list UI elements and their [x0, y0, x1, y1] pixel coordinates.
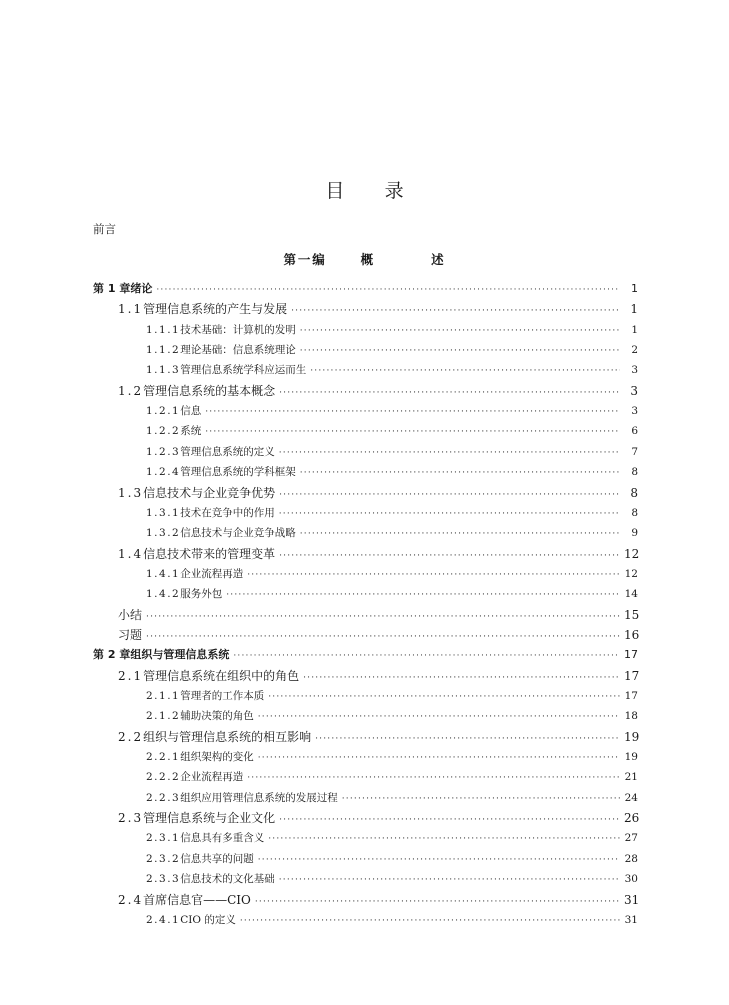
toc-section-entry[interactable] [118, 890, 638, 910]
toc-entry-number: 1.3.2 [146, 527, 181, 540]
toc-entry-number: 2.1.2 [146, 710, 181, 723]
toc-entry-label: 绪论 [130, 282, 153, 295]
toc-entry-number: 2.4 [118, 892, 144, 907]
toc-entry-label: CIO 的定义 [180, 913, 236, 926]
toc-leader-dots [303, 666, 620, 688]
toc-leader-dots [279, 442, 620, 463]
toc-entry-label: 信息共享的问题 [180, 852, 254, 865]
toc-entry-number: 1.2 [118, 383, 144, 398]
toc-leader-dots [205, 401, 620, 422]
toc-entry-label: 信息技术与企业竞争战略 [180, 527, 296, 540]
toc-entry-number: 2.2 [118, 729, 144, 744]
toc-page-number: 14 [624, 588, 638, 601]
toc-page-number: 15 [624, 607, 640, 622]
toc-entry-number: 1.4 [118, 546, 144, 561]
toc-leader-dots [247, 564, 620, 585]
toc-section-entry[interactable] [118, 666, 638, 686]
toc-entry-label: 组织架构的变化 [180, 751, 254, 764]
toc-entry-label: 管理信息系统的学科框架 [180, 466, 296, 479]
toc-entry-label: 管理信息系统在组织中的角色 [143, 668, 300, 683]
toc-leader-dots [156, 279, 620, 300]
toc-entry-number: 1.1.1 [146, 323, 181, 336]
toc-entry-number: 1.1.2 [146, 344, 181, 357]
toc-entry-number: 1.2.4 [146, 466, 181, 479]
toc-subsection-entry[interactable] [146, 462, 638, 482]
toc-entry-label: 技术在竞争中的作用 [180, 506, 275, 519]
toc-entry-label: 习题 [118, 627, 143, 642]
toc-subsection-entry[interactable] [146, 849, 638, 869]
toc-subsection-entry[interactable] [146, 503, 638, 523]
toc-preface[interactable]: 前言 [93, 222, 116, 236]
toc-leader-dots [279, 544, 620, 566]
toc-leader-dots [233, 645, 620, 666]
toc-leader-dots [146, 625, 620, 647]
toc-entry-number: 2.1.1 [146, 690, 181, 702]
toc-page-number: 26 [624, 811, 640, 826]
toc-entry-number: 第 1 章 [93, 282, 131, 295]
toc-entry-number: 2.3.3 [146, 873, 181, 886]
toc-entry-label: 辅助决策的角色 [180, 710, 254, 723]
toc-entry-number: 2.2.1 [146, 751, 181, 764]
toc-leader-dots [300, 523, 620, 544]
toc-page-number: 19 [624, 729, 640, 744]
toc-subsection-entry[interactable] [146, 828, 638, 848]
toc-page-number: 8 [631, 506, 638, 519]
toc-subsection-entry[interactable] [146, 869, 638, 889]
toc-entry-number: 1.1.3 [146, 364, 181, 377]
toc-page-number: 27 [624, 832, 638, 845]
toc-leader-dots [146, 605, 620, 627]
toc-page-number: 17 [624, 648, 638, 662]
toc-leader-dots [226, 584, 620, 605]
toc-entry-label: 企业流程再造 [180, 771, 244, 784]
toc-subsection-entry[interactable] [146, 320, 638, 340]
toc-leader-dots [268, 686, 620, 707]
toc-section-entry[interactable] [118, 544, 638, 564]
toc-entry-number: 2.3.2 [146, 852, 181, 865]
toc-entry-label: 服务外包 [180, 588, 223, 601]
toc-chapter-entry[interactable] [93, 279, 638, 299]
toc-leader-dots [279, 381, 620, 403]
toc-section-entry[interactable] [118, 483, 638, 503]
toc-subsection-entry[interactable] [146, 401, 638, 421]
toc-leader-dots [255, 890, 620, 912]
toc-entry-label: 信息具有多重含义 [180, 832, 265, 845]
toc-entry-label: 首席信息官——CIO [143, 892, 251, 907]
toc-leader-dots [279, 808, 620, 830]
toc-section-entry[interactable] [118, 299, 638, 319]
toc-misc-entry[interactable] [118, 605, 638, 625]
toc-leader-dots [310, 360, 620, 381]
toc-page-number: 16 [624, 627, 640, 642]
toc-page-number: 3 [631, 405, 638, 418]
toc-chapter-entry[interactable] [93, 645, 638, 665]
toc-page-number: 30 [624, 873, 638, 886]
toc-section-entry[interactable] [118, 381, 638, 401]
toc-page-number: 8 [630, 485, 638, 500]
toc-leader-dots [300, 340, 620, 361]
toc-entry-number: 1.1 [118, 302, 144, 317]
toc-leader-dots [300, 320, 620, 341]
toc-page-number: 12 [624, 567, 638, 580]
toc-page-number: 28 [624, 852, 638, 865]
toc-leader-dots [315, 727, 620, 749]
toc-entry-label: 信息技术带来的管理变革 [143, 546, 276, 561]
toc-page-number: 31 [624, 892, 640, 907]
part-word-1: 概 [360, 252, 376, 267]
toc-entry-number: 1.2.2 [146, 425, 181, 438]
toc-leader-dots [300, 462, 620, 483]
toc-subsection-entry[interactable] [146, 442, 638, 462]
toc-leader-dots [258, 706, 620, 727]
toc-subsection-entry[interactable] [146, 788, 638, 808]
toc-subsection-entry[interactable] [146, 360, 638, 380]
toc-leader-dots [279, 503, 620, 524]
toc-entry-number: 1.3.1 [146, 506, 181, 519]
toc-section-entry[interactable] [118, 727, 638, 747]
toc-leader-dots [258, 849, 620, 870]
toc-subsection-entry[interactable] [146, 706, 638, 726]
toc-entry-label: 组织应用管理信息系统的发展过程 [180, 791, 338, 804]
toc-entry-label: 管理信息系统的基本概念 [143, 383, 276, 398]
toc-entry-label: 管理信息系统学科应运而生 [180, 364, 307, 377]
part-word-2: 述 [431, 252, 446, 267]
toc-subsection-entry[interactable] [146, 747, 638, 767]
toc-page-number: 3 [631, 364, 638, 377]
toc-page-number: 9 [631, 527, 638, 540]
toc-page-number: 19 [624, 751, 638, 764]
toc-section-entry[interactable] [118, 808, 638, 828]
part-heading [0, 250, 729, 268]
toc-entry-label: 信息 [180, 405, 202, 418]
toc-page-number: 7 [631, 445, 638, 458]
toc-entry-label: 企业流程再造 [180, 567, 244, 580]
toc-page-number: 21 [624, 771, 638, 784]
toc-entry-label: 管理信息系统的定义 [180, 445, 275, 458]
toc-entry-label: 信息技术的文化基础 [180, 873, 275, 886]
toc-misc-entry[interactable] [118, 625, 638, 645]
page-title: 目 录 [325, 180, 421, 202]
toc-page-number: 6 [631, 425, 638, 438]
toc-page-number: 2 [631, 344, 638, 357]
toc-entry-number: 1.2.1 [146, 405, 181, 418]
toc-leader-dots [205, 421, 620, 442]
toc-entry-number: 2.1 [118, 668, 144, 683]
toc-entry-number: 1.2.3 [146, 445, 181, 458]
toc-entry-number: 2.2.3 [146, 791, 181, 804]
toc-entry-number: 2.3.1 [146, 832, 181, 845]
toc-page-number: 31 [624, 913, 638, 926]
toc-entry-number: 2.4.1 [146, 913, 181, 926]
toc-page-number: 24 [624, 791, 638, 804]
toc-entry-label: 管理信息系统与企业文化 [143, 811, 276, 826]
toc-subsection-entry[interactable] [146, 421, 638, 441]
toc-entry-label: 组织与管理信息系统的相互影响 [143, 729, 312, 744]
toc-page-number: 18 [624, 710, 638, 723]
toc-page-number: 1 [630, 302, 638, 317]
toc-leader-dots [279, 483, 620, 505]
toc-entry-label: 管理信息系统的产生与发展 [143, 302, 288, 317]
part-label: 第一编 [283, 252, 327, 267]
toc-entry-number: 第 2 章 [93, 648, 131, 662]
toc-entry-number: 1.4.2 [146, 588, 181, 601]
toc-entry-number: 2.2.2 [146, 771, 181, 784]
toc-subsection-entry[interactable] [146, 340, 638, 360]
toc-page-number: 3 [630, 383, 638, 398]
toc-entry-label: 小结 [118, 607, 143, 622]
toc-entry-label: 理论基础：信息系统理论 [180, 344, 296, 357]
toc-page-number: 12 [624, 546, 640, 561]
toc-leader-dots [291, 299, 620, 321]
toc-subsection-entry[interactable] [146, 523, 638, 543]
toc-subsection-entry[interactable] [146, 564, 638, 584]
toc-subsection-entry[interactable] [146, 686, 638, 706]
toc-entry-label: 技术基础：计算机的发明 [180, 323, 296, 336]
toc-leader-dots [258, 747, 620, 768]
toc-entry-label: 管理者的工作本质 [180, 690, 265, 702]
toc-entry-label: 系统 [180, 425, 202, 438]
toc-entry-label: 信息技术与企业竞争优势 [143, 485, 276, 500]
toc-page-number: 17 [624, 668, 640, 683]
toc-leader-dots [247, 767, 620, 788]
toc-subsection-entry[interactable] [146, 767, 638, 787]
toc-subsection-entry[interactable] [146, 910, 638, 930]
toc-entry-number: 2.3 [118, 811, 144, 826]
toc-page-number: 1 [631, 282, 638, 295]
toc-entry-number: 1.4.1 [146, 567, 181, 580]
toc-leader-dots [268, 828, 620, 849]
toc-leader-dots [342, 788, 620, 809]
toc-leader-dots [240, 910, 620, 931]
toc-page-number: 1 [631, 323, 638, 336]
toc-leader-dots [279, 869, 620, 890]
toc-entry-number: 1.3 [118, 485, 144, 500]
toc-entry-label: 组织与管理信息系统 [130, 648, 230, 662]
toc-page-number: 8 [631, 466, 638, 479]
toc-subsection-entry[interactable] [146, 584, 638, 604]
toc-page-number: 17 [624, 690, 638, 702]
